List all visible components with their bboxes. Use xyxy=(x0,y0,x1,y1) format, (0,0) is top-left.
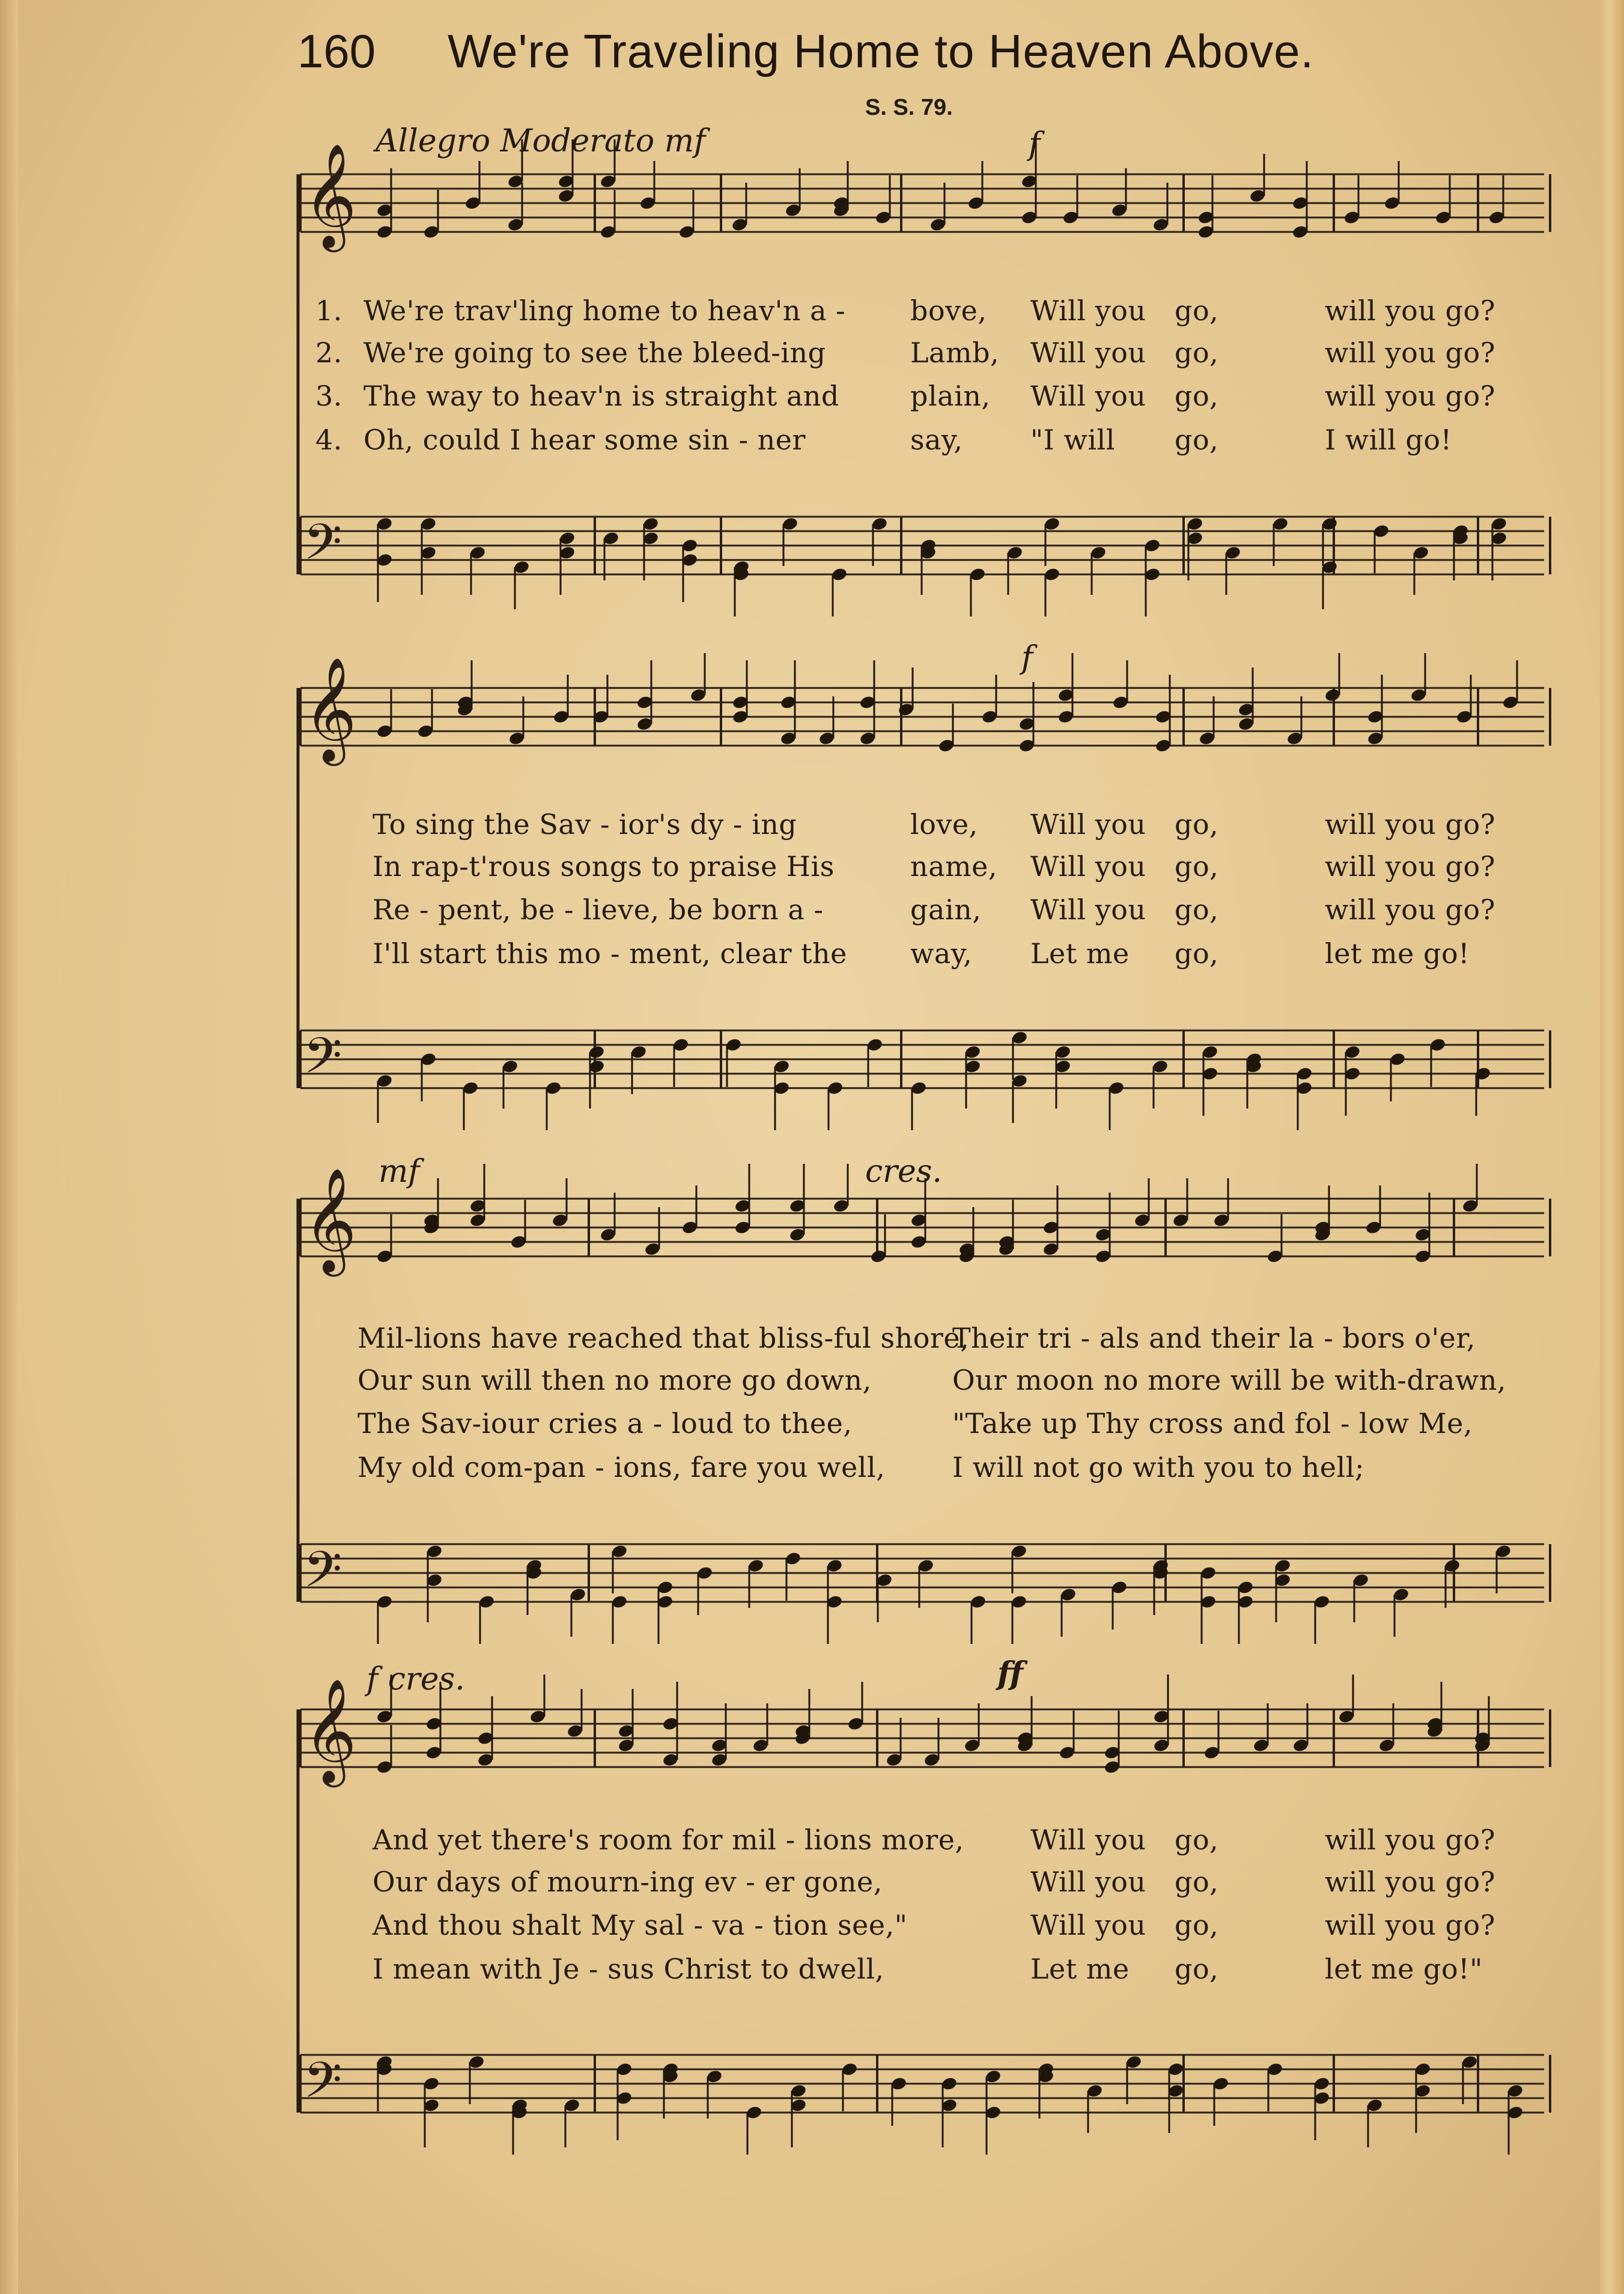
lyric-segment: let me go!" xyxy=(1325,1953,1483,1985)
lyric-segment: will you go? xyxy=(1325,1909,1495,1941)
lyric-segment: will you go? xyxy=(1325,1824,1495,1856)
lyric-segment: The Sav-iour cries a - loud to thee, xyxy=(357,1407,853,1440)
lyric-segment: We're going to see the bleed-ing xyxy=(363,336,826,369)
lyric-segment: Will you xyxy=(1030,808,1146,841)
lyric-segment: Will you xyxy=(1030,850,1146,883)
lyric-segment: "I will xyxy=(1030,424,1115,456)
bass-clef: 𝄢 xyxy=(303,513,342,583)
dynamic-mf: mf xyxy=(379,1154,420,1190)
lyric-segment: go, xyxy=(1175,808,1219,841)
lyric-segment: Will you xyxy=(1030,336,1146,369)
lyric-segment: Our days of mourn-ing ev - er gone, xyxy=(373,1866,883,1898)
lyric-segment: go, xyxy=(1175,1953,1219,1985)
lyric-segment: will you go? xyxy=(1325,808,1495,841)
lyric-segment: In rap-t'rous songs to praise His xyxy=(373,850,835,883)
tempo-marking: Allegro Moderato mf xyxy=(376,123,706,159)
treble-clef: 𝄞 xyxy=(303,657,357,762)
lyric-segment: Will you xyxy=(1030,1866,1146,1898)
page-edge-left xyxy=(0,0,18,2294)
lyric-segment: go, xyxy=(1175,1824,1219,1856)
lyric-segment: Our sun will then no more go down, xyxy=(357,1364,872,1396)
lyric-segment: To sing the Sav - ior's dy - ing xyxy=(373,808,797,841)
staff xyxy=(300,653,1550,766)
lyric-segment: say, xyxy=(910,424,963,456)
bass-clef: 𝄢 xyxy=(303,1540,342,1611)
lyric-segment: Will you xyxy=(1030,380,1146,412)
lyric-segment: go, xyxy=(1175,1909,1219,1941)
lyric-segment: go, xyxy=(1175,380,1219,412)
lyric-segment: will you go? xyxy=(1325,294,1495,327)
dynamic-f-1: f xyxy=(1029,126,1041,162)
lyric-segment: go, xyxy=(1175,424,1219,456)
lyric-segment: go, xyxy=(1175,1866,1219,1898)
lyric-segment: Mil-lions have reached that bliss-ful shore, xyxy=(357,1322,970,1354)
lyric-segment: 2. xyxy=(315,336,342,369)
lyric-segment: bove, xyxy=(910,294,987,327)
lyric-segment: I mean with Je - sus Christ to dwell, xyxy=(373,1953,884,1985)
dynamic-f-2: f xyxy=(1021,640,1033,676)
lyric-segment: Will you xyxy=(1030,1824,1146,1856)
lyric-segment: 3. xyxy=(315,380,342,412)
bass-clef: 𝄢 xyxy=(303,2051,342,2122)
lyric-segment: Will you xyxy=(1030,893,1146,926)
dynamic-ff: ff xyxy=(997,1655,1024,1692)
hymn-title: We're Traveling Home to Heaven Above. xyxy=(448,25,1315,78)
staff xyxy=(300,513,1550,616)
lyric-segment: plain, xyxy=(910,380,991,412)
lyric-segment: We're trav'ling home to heav'n a - xyxy=(363,294,846,327)
lyric-segment: My old com-pan - ions, fare you well, xyxy=(357,1451,886,1483)
lyric-segment: 4. xyxy=(315,424,342,456)
lyric-segment: 1. xyxy=(315,294,342,327)
treble-clef: 𝄞 xyxy=(303,1678,357,1783)
staff xyxy=(300,1675,1550,1787)
lyric-segment: I will not go with you to hell; xyxy=(952,1451,1364,1483)
page-number: 160 xyxy=(297,25,376,78)
lyric-segment: The way to heav'n is straight and xyxy=(363,380,839,412)
lyric-segment: go, xyxy=(1175,937,1219,970)
lyric-segment: Oh, could I hear some sin - ner xyxy=(363,424,806,456)
lyric-segment: love, xyxy=(910,808,978,841)
lyric-segment: Lamb, xyxy=(910,336,1000,369)
lyric-segment: Let me xyxy=(1030,1953,1130,1985)
staff xyxy=(300,1540,1550,1644)
treble-clef: 𝄞 xyxy=(303,143,357,248)
source-reference: S. S. 79. xyxy=(865,95,953,120)
staff xyxy=(300,2051,1550,2155)
lyric-segment: name, xyxy=(910,850,998,883)
lyric-segment: I'll start this mo - ment, clear the xyxy=(373,937,847,970)
lyric-segment: Our moon no more will be with-drawn, xyxy=(952,1364,1506,1396)
bass-clef: 𝄢 xyxy=(303,1026,342,1097)
staff xyxy=(300,139,1550,252)
lyric-segment: And yet there's room for mil - lions more, xyxy=(373,1824,964,1856)
staff xyxy=(300,1026,1550,1130)
lyric-segment: will you go? xyxy=(1325,1866,1495,1898)
lyric-segment: Let me xyxy=(1030,937,1130,970)
lyric-segment: And thou shalt My sal - va - tion see," xyxy=(373,1909,908,1941)
staff xyxy=(300,1164,1550,1277)
lyric-segment: go, xyxy=(1175,294,1219,327)
lyric-segment: Re - pent, be - lieve, be born a - xyxy=(373,893,824,926)
dynamic-f-cres: f cres. xyxy=(366,1661,465,1697)
lyric-segment: Will you xyxy=(1030,1909,1146,1941)
treble-clef: 𝄞 xyxy=(303,1167,357,1273)
lyric-segment: will you go? xyxy=(1325,893,1495,926)
lyric-segment: Their tri - als and their la - bors o'er, xyxy=(952,1322,1476,1354)
lyric-segment: will you go? xyxy=(1325,380,1495,412)
lyric-segment: Will you xyxy=(1030,294,1146,327)
lyric-segment: will you go? xyxy=(1325,336,1495,369)
lyric-segment: let me go! xyxy=(1325,937,1470,970)
page-edge-right xyxy=(1600,0,1624,2294)
lyric-segment: way, xyxy=(910,937,973,970)
lyric-segment: gain, xyxy=(910,893,982,926)
lyric-segment: "Take up Thy cross and fol - low Me, xyxy=(952,1407,1473,1440)
lyric-segment: go, xyxy=(1175,850,1219,883)
lyric-segment: go, xyxy=(1175,336,1219,369)
dynamic-cres: cres. xyxy=(865,1154,942,1190)
lyric-segment: I will go! xyxy=(1325,424,1452,456)
lyric-segment: will you go? xyxy=(1325,850,1495,883)
lyric-segment: go, xyxy=(1175,893,1219,926)
